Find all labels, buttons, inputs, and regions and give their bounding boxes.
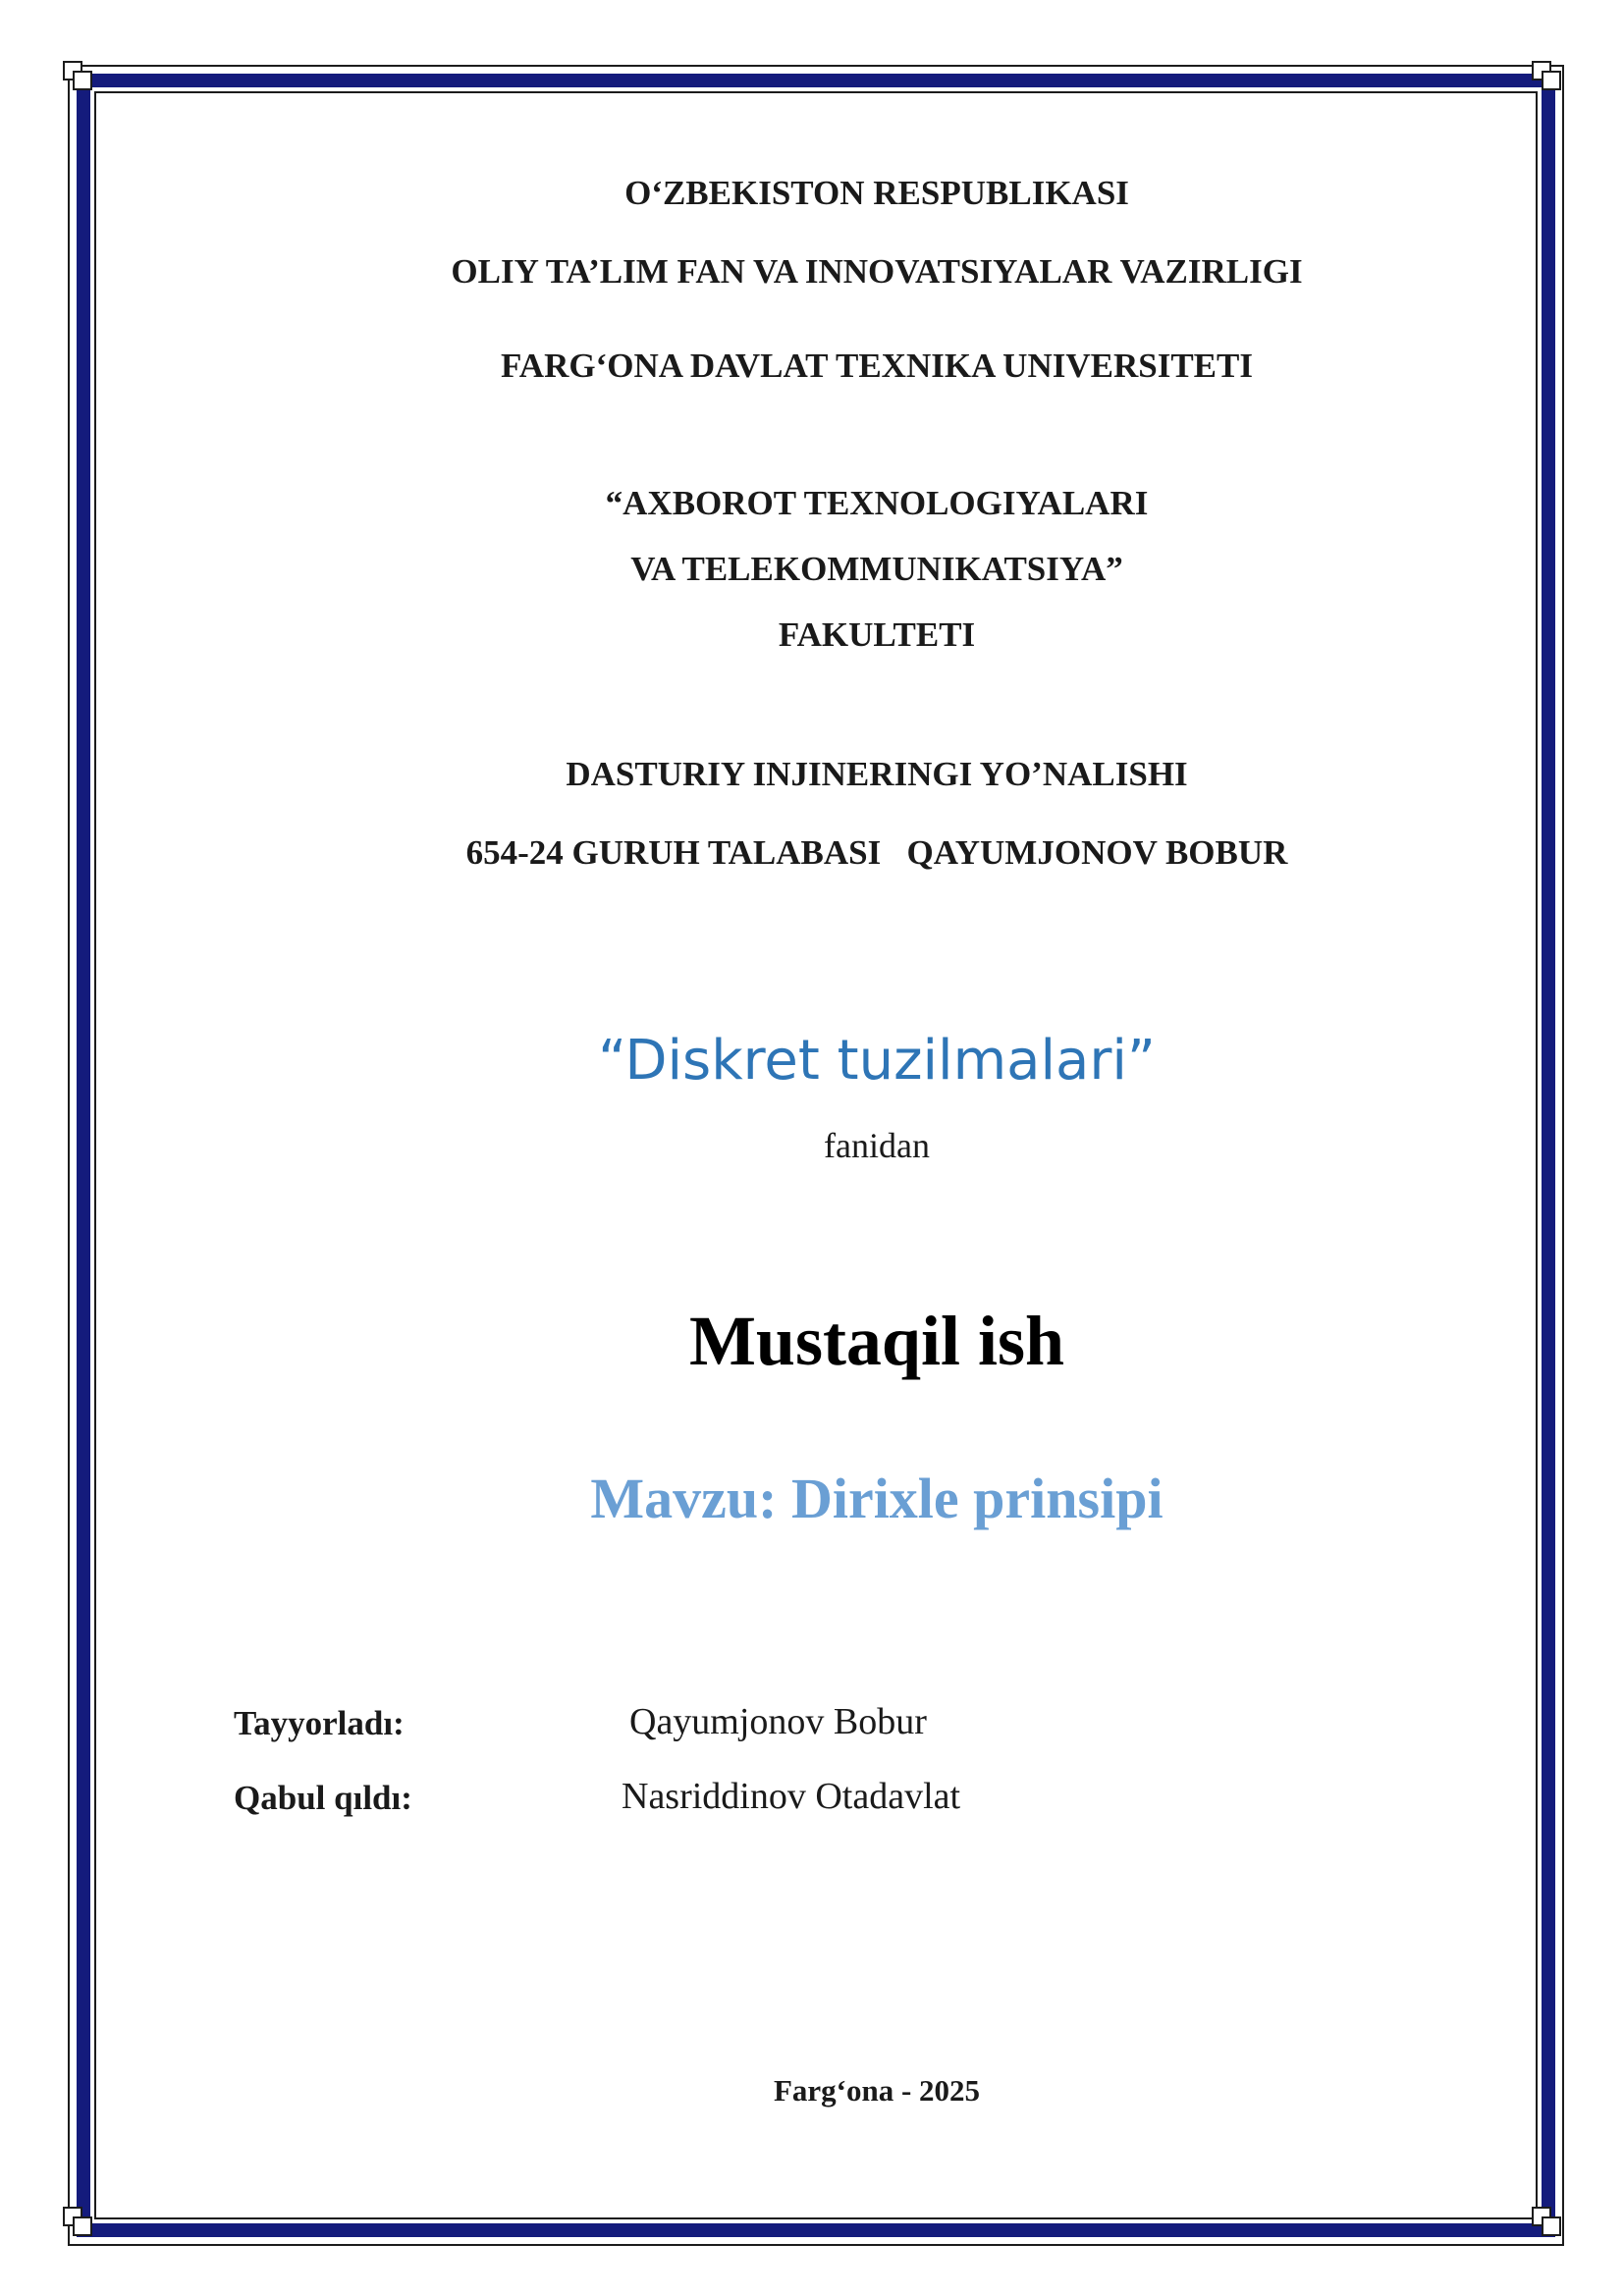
prepared-value: Qayumjonov Bobur [629, 1701, 927, 1742]
republic-title: O‘ZBEKISTON RESPUBLIKASI [624, 174, 1129, 212]
subject-suffix: fanidan [824, 1126, 930, 1165]
place-year: Farg‘ona - 2025 [773, 2073, 981, 2108]
accepted-value: Nasriddinov Otadavlat [622, 1776, 961, 1817]
university-title: FARG‘ONA DAVLAT TEXNIKA UNIVERSITETI [501, 347, 1253, 385]
accepted-label: Qabul qıldı: [234, 1779, 412, 1817]
topic-title: Mavzu: Dirixle prinsipi [590, 1467, 1164, 1530]
ministry-title: OLIY TA’LIM FAN VA INNOVATSIYALAR VAZIRLIGI [451, 252, 1303, 291]
faculty-line-2: VA TELEKOMMUNIKATSIYA” [630, 550, 1123, 588]
group-label: 654-24 GURUH TALABASI [465, 833, 882, 872]
subject-title: “Diskret tuzilmalari” [598, 1029, 1156, 1093]
faculty-line-1: “AXBOROT TEXNOLOGIYALARI [605, 484, 1149, 522]
work-type-title: Mustaqil ish [688, 1302, 1065, 1380]
direction-title: DASTURIY INJINERINGI YO’NALISHI [566, 755, 1188, 793]
student-line [0, 832, 1624, 874]
prepared-label: Tayyorladı: [234, 1704, 405, 1742]
faculty-line-3: FAKULTETI [778, 615, 976, 654]
student-name: QAYUMJONOV BOBUR [906, 833, 1288, 872]
